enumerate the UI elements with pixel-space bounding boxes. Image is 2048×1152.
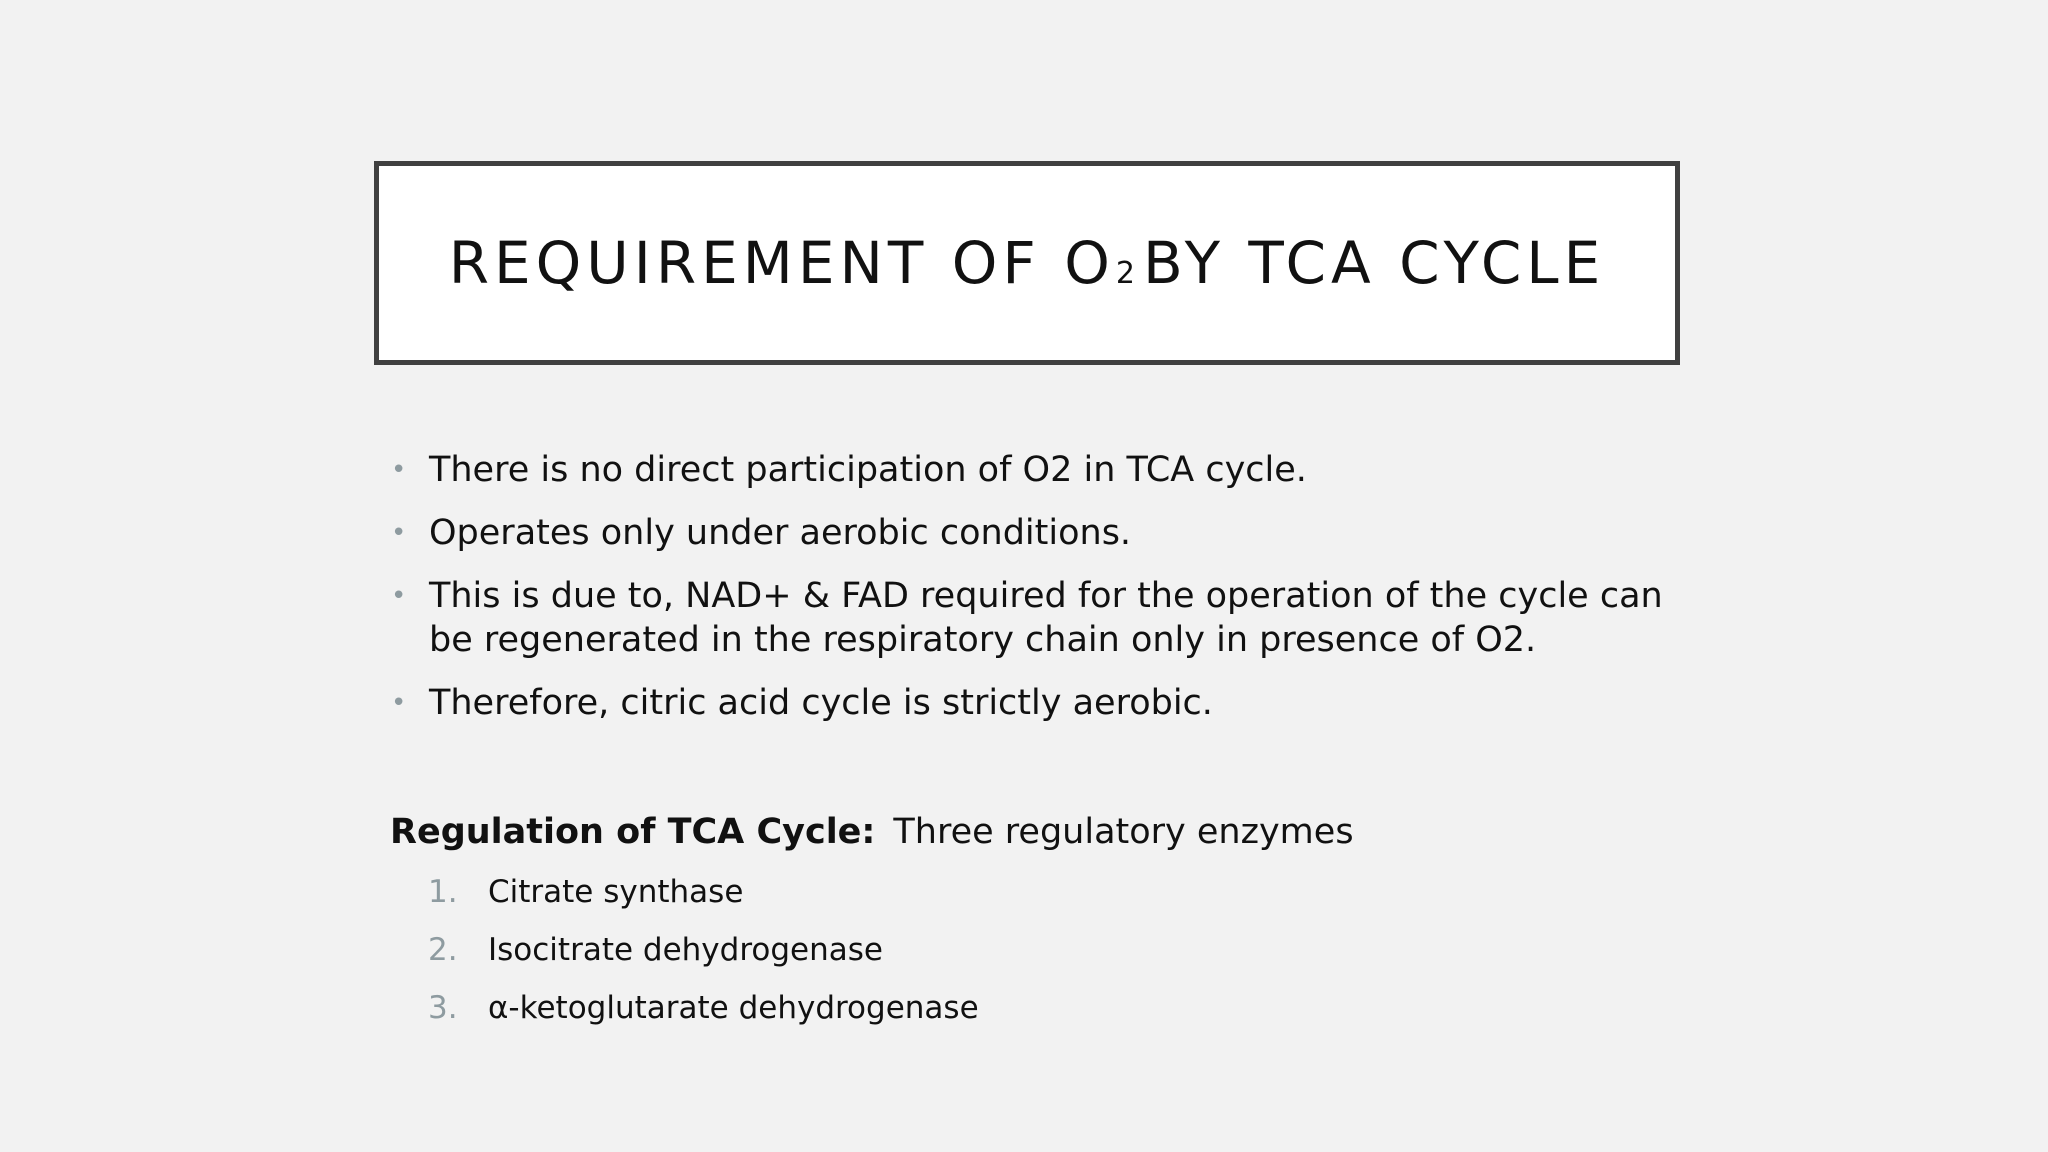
slide-title-subscript: 2 (1115, 256, 1135, 291)
slide-title-main: REQUIREMENT OF O (448, 229, 1115, 297)
regulation-label: Regulation of TCA Cycle: (390, 812, 876, 852)
regulation-text: Three regulatory enzymes (893, 812, 1354, 852)
enzyme-name: α-ketoglutarate dehydrogenase (488, 990, 979, 1026)
enzyme-item (428, 930, 979, 970)
enzyme-number: 3. (428, 990, 458, 1026)
bullet-text: Operates only under aerobic conditions. (429, 513, 1132, 553)
enzyme-number: 1. (428, 874, 458, 910)
bullet-list (388, 448, 1688, 744)
enzyme-item (428, 872, 979, 912)
bullet-item (388, 511, 1688, 555)
enzyme-item (428, 988, 979, 1028)
slide-title-end: BY TCA CYCLE (1142, 229, 1606, 297)
bullet-text: There is no direct participation of O2 in TCA cycle. (429, 450, 1307, 490)
enzyme-number: 2. (428, 932, 458, 968)
bullet-text: This is due to, NAD+ & FAD required for the operation of the cycle can be regenerated in the respiratory chain only in presence of O2. (429, 576, 1663, 660)
regulation-heading (390, 808, 1354, 856)
bullet-item (388, 574, 1688, 662)
enzyme-name: Citrate synthase (488, 874, 744, 910)
enzyme-name: Isocitrate dehydrogenase (488, 932, 883, 968)
title-box (374, 161, 1680, 365)
bullet-item (388, 681, 1688, 725)
bullet-text: Therefore, citric acid cycle is strictly aerobic. (429, 683, 1213, 723)
bullet-marker-icon: • (391, 518, 407, 548)
enzyme-list (428, 872, 979, 1046)
bullet-marker-icon: • (391, 581, 407, 611)
bullet-marker-icon: • (391, 455, 407, 485)
bullet-marker-icon: • (391, 688, 407, 718)
bullet-item (388, 448, 1688, 492)
slide-title (448, 229, 1606, 297)
